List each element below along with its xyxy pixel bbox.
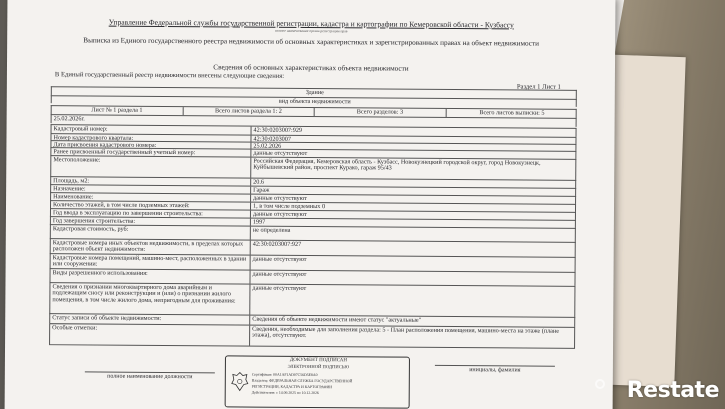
- row-value: 20.6: [253, 178, 265, 186]
- row-value: 42:30:0203007:927: [252, 240, 302, 248]
- row-label: Кадастровая стоимость, руб:: [51, 225, 251, 239]
- row-label: Виды разрешенного использования:: [50, 269, 250, 283]
- row-label: Сведения о признании многоквартирного дома аварийным и подлежащим сносу или реконструкции и (или) о признании жилого помещения, в том числе жилого дома, непригодным для проживания:: [50, 283, 250, 314]
- document-intro: В Единый государственный реестр недвижимости внесены следующие сведения:: [54, 71, 285, 80]
- row-value: данные отсутствуют: [252, 210, 307, 218]
- table-row: [49, 282, 575, 317]
- extract-title: Выписка из Единого государственного реестра недвижимости об основных характеристиках и зарегистрированных правах на объект недвижимости: [83, 36, 540, 48]
- position-label: полное наименование должности: [85, 371, 215, 380]
- row-value: данные отсутствуют: [252, 284, 307, 292]
- row-value: данные отсутствуют: [253, 194, 307, 202]
- electronic-signature-stamp: [225, 355, 410, 408]
- table-row: [49, 323, 575, 349]
- stamp-subtitle: ЭЛЕКТРОННОЙ ПОДПИСЬЮ: [287, 363, 350, 370]
- row-label: Номер кадастрового квартала:: [51, 134, 251, 141]
- row-label: Наименование:: [51, 193, 251, 201]
- stamp-line: Владелец: ФЕДЕРАЛЬНАЯ СЛУЖБА ГОСУДАРСТВЕННОЙ: [251, 378, 353, 384]
- row-value: данные отсутствуют: [253, 149, 308, 157]
- initials-label: инициалы, фамилия: [435, 365, 555, 374]
- row-label: Статус записи об объекте недвижимости:: [50, 314, 250, 324]
- row-label: Местоположение:: [51, 156, 251, 177]
- row-value: 25.02.2026: [253, 142, 282, 150]
- row-label: Особые отметки:: [50, 324, 250, 345]
- stamp-line: Действителен: с 14.09.2025 по 10.12.2026: [251, 390, 319, 396]
- row-label: Дата присвоения кадастрового номера:: [51, 141, 251, 148]
- row-value: данные отсутствуют: [252, 255, 307, 263]
- characteristics-table: [51, 86, 577, 340]
- document-title: Сведения об основных характеристиках объекта недвижимости: [213, 63, 409, 73]
- row-label: Кадастровые номера помещений, машино-мест, расположенных в здании или сооружении:: [51, 254, 251, 269]
- row-label: Количество этажей, в том числе подземных этажей:: [51, 201, 251, 209]
- stamp-line: РЕГИСТРАЦИИ, КАДАСТРА И КАРТОГРАФИИ: [251, 384, 333, 390]
- row-label: Ранее присвоенный государственный учетный номер:: [51, 148, 251, 156]
- row-value: Гараж: [253, 186, 270, 194]
- row-value: 1997: [252, 218, 266, 226]
- row-value: данные отсутствуют: [252, 270, 307, 278]
- row-value: Сведения, необходимые для заполнения раздела: 5 - План расположения помещения, машино-места на этаже (плане этажа), отсутствуют.: [252, 325, 560, 340]
- sheet-info-cell: Всего разделов: 3: [315, 108, 447, 117]
- organization-subtitle: полное наименование органа регистрации прав: [274, 28, 348, 34]
- row-label: Год завершения строительства:: [51, 217, 251, 225]
- row-value: 42:30:0203007: [253, 135, 291, 143]
- row-value: Российская Федерация, Кемеровская область - Кузбасс, Новокузнецкий городской округ, город Новокузнецк, Куйбышевский район, проспект Курако, гараж 95/43: [253, 157, 541, 172]
- row-value: не определена: [252, 226, 291, 234]
- row-label: Кадастровые номера иных объектов недвижимости, в пределах которых расположен объект недвижимости:: [51, 239, 251, 254]
- section-label: Раздел 1 Лист 1: [516, 83, 561, 91]
- row-value: 42:30:0203007:929: [253, 126, 303, 134]
- sheet-info-cell: Всего листов раздела 1: 2: [183, 107, 315, 116]
- watermark-logo: Restate: [626, 378, 719, 403]
- watermark-circle: [595, 379, 605, 389]
- object-type-value: Здание: [305, 88, 324, 96]
- stamp-line: Сертификат: 00A1AF1AD07C56D5E8A0: [251, 372, 318, 378]
- row-label: Назначение:: [51, 185, 251, 193]
- document-sheet: [5, 0, 616, 409]
- sheet-info-cell: Всего листов выписки: 5: [479, 108, 545, 117]
- sheet-info-cell: Лист № 1 раздела 1: [52, 106, 184, 115]
- row-label: Год ввода в эксплуатацию по завершении строительства:: [51, 209, 251, 217]
- stamp-title: ДОКУМЕНТ ПОДПИСАН: [289, 357, 348, 364]
- row-label: Кадастровый номер:: [52, 125, 252, 134]
- object-type-label: вид объекта недвижимости: [278, 97, 351, 105]
- organization-title: Управление Федеральной службы государственной регистрации, кадастра и картографии по Кемеровской области - Кузбассу: [108, 17, 514, 30]
- emblem-icon: [231, 371, 249, 391]
- extract-date: 25.02.2026г.: [53, 115, 85, 122]
- row-value: 1, в том числе подземных 0: [252, 202, 326, 210]
- row-value: Сведения об объекте недвижимости имеют статус "актуальные": [252, 315, 422, 324]
- row-label: Площадь, м2:: [51, 177, 251, 185]
